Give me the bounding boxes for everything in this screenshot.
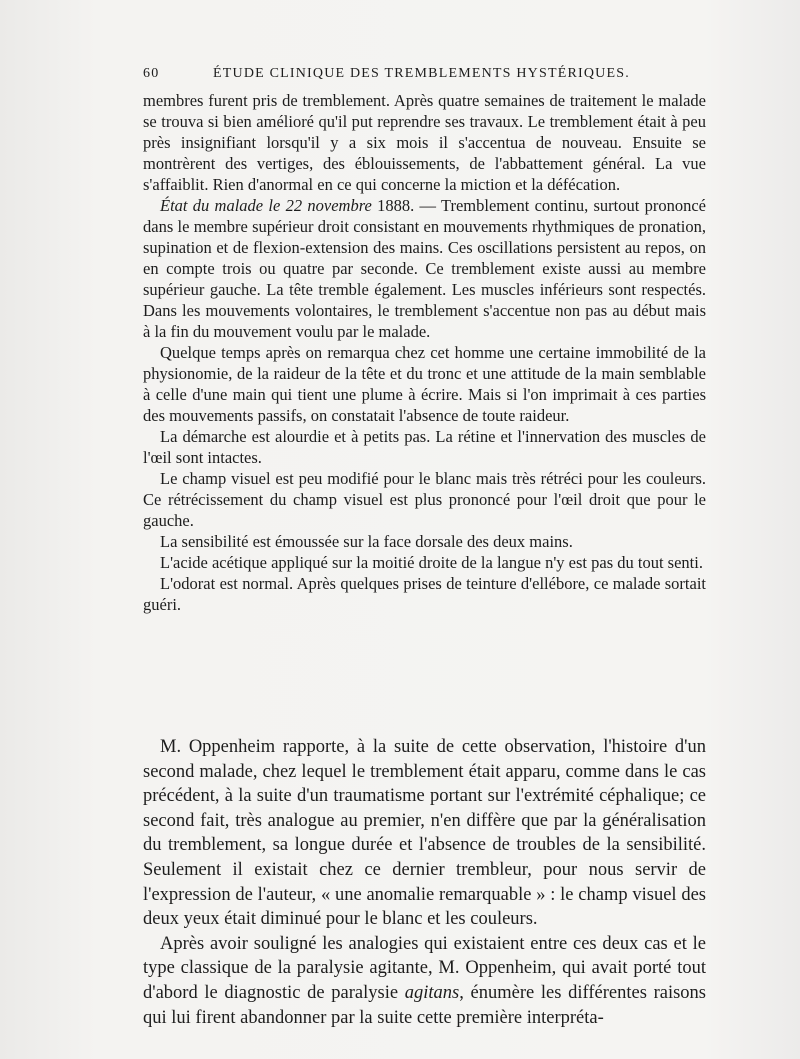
paragraph: L'acide acétique appliqué sur la moitié droite de la langue n'y est pas du tout senti. <box>160 553 703 572</box>
commentary-text <box>143 735 706 1030</box>
paragraph: membres furent pris de tremblement. Après quatre semaines de traitement le malade se trouva si bien amélioré qu'il put reprendre ses travaux. Le tremblement était à peu près insignifiant lorsqu'il y a six mois il s'accentua de nouveau. Ensuite se montrèrent des vertiges, des éblouissements, de l'abbattement général. La vue s'affaiblit. Rien d'anormal en ce qui concerne la miction et la défécation. <box>143 91 706 194</box>
paragraph: Quelque temps après on remarqua chez cet homme une certaine immobilité de la physionomie, de la raideur de la tête et du tronc et une attitude de la main semblable à celle d'une main qui tient une plume à écrire. Mais si l'on imprimait à ces parties des mouvements passifs, on constatait l'absence de toute raideur. <box>143 343 706 425</box>
paragraph: Le champ visuel est peu modifié pour le blanc mais très rétréci pour les couleurs. Ce rétrécissement du champ visuel est plus prononcé pour l'œil droit que pour le gauche. <box>143 469 706 530</box>
italic-date-heading: État du malade le 22 novembre <box>160 196 372 215</box>
paragraph: État du malade le 22 novembre 1888. — Tremblement continu, surtout prononcé dans le membre supérieur droit consistant en mouvements rhythmiques de pronation, supination et de flexion-extension des mains. Ces oscillations persistent au repos, on en compte trois ou quatre par seconde. Ce tremblement existe aussi au membre supérieur gauche. La tête tremble également. Les muscles inférieurs sont respectés. Dans les mouvements volontaires, le tremblement s'accentue non pas au début mais à la fin du mouvement voulu par le malade. <box>143 196 706 341</box>
observation-text <box>143 90 706 615</box>
italic-term: agitans <box>404 982 460 1003</box>
paragraph: M. Oppenheim rapporte, à la suite de cette observation, l'histoire d'un second malade, chez lequel le tremblement était apparu, comme dans le cas précédent, à la suite d'un traumatisme portant sur l'extrémité céphalique; ce second fait, très analogue au premier, n'en diffère que par la généralisation du tremblement, sa longue durée et l'absence de troubles de la sensibilité. Seulement il existait chez ce dernier trembleur, pour nous servir de l'expression de l'auteur, « une anomalie remarquable » : le champ visuel des deux yeux était diminué pour le blanc et les couleurs. <box>143 737 706 930</box>
paragraph: La sensibilité est émoussée sur la face dorsale des deux mains. <box>160 532 573 551</box>
paragraph: L'odorat est normal. Après quelques prises de teinture d'ellébore, ce malade sortait guéri. <box>143 574 706 614</box>
page-number: 60 <box>143 66 160 81</box>
running-title: ÉTUDE CLINIQUE DES TREMBLEMENTS HYSTÉRIQUES. <box>213 66 630 81</box>
paragraph: Après avoir souligné les analogies qui existaient entre ces deux cas et le type classique de la paralysie agitante, M. Oppenheim, qui avait porté tout d'abord le diagnostic de paralysie agitans, énumère les différentes raisons qui lui firent abandonner par la suite cette première interpréta- <box>143 933 706 1028</box>
paragraph: La démarche est alourdie et à petits pas. La rétine et l'innervation des muscles de l'œil sont intactes. <box>143 427 706 467</box>
